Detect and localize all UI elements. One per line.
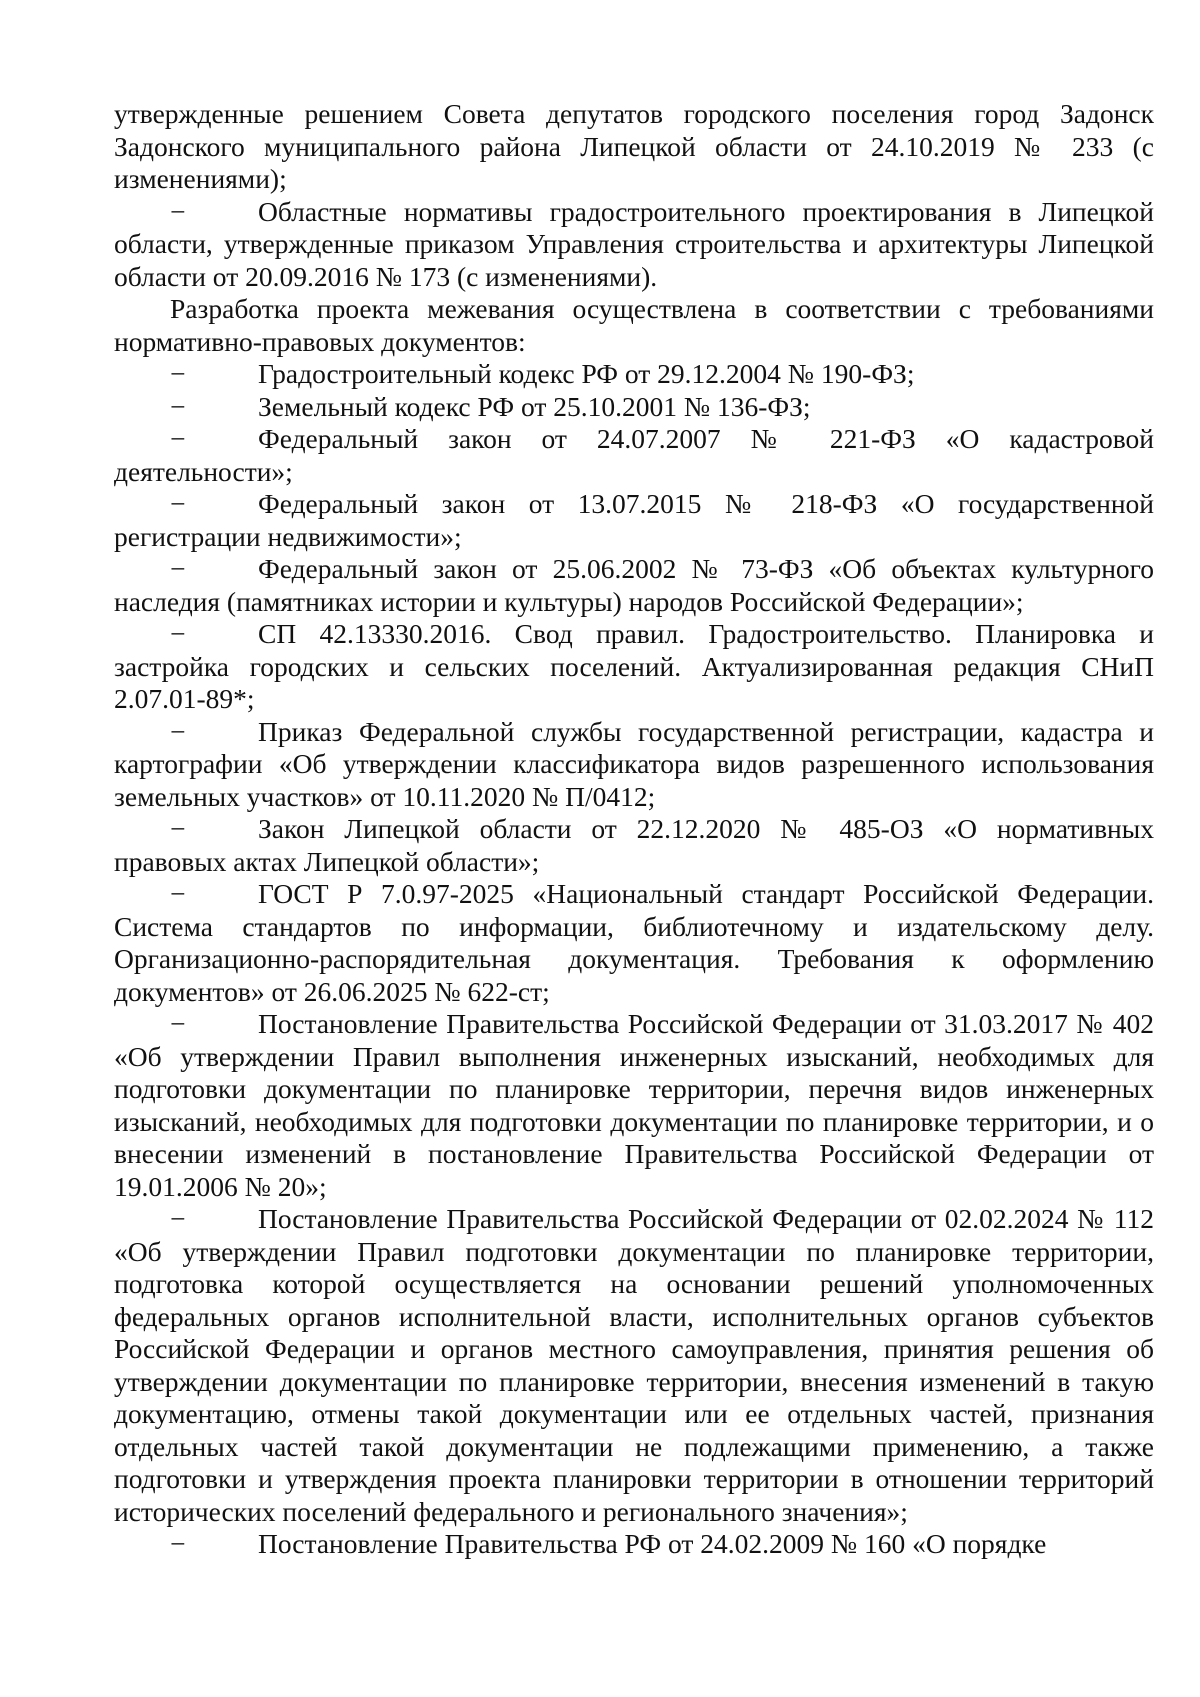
- list-item-text: Приказ Федеральной службы государственной регистрации, кадастра и картографии «Об утверждении классификатора видов разрешенного использования земельных участков» от 10.11.2020 № П/0412;: [114, 715, 1154, 812]
- list-item-text: Земельный кодекс РФ от 25.10.2001 № 136-ФЗ;: [258, 390, 811, 422]
- list-item: [114, 716, 1154, 814]
- dash-bullet: −: [170, 553, 186, 584]
- list-item-text: Постановление Правительства Российской Федерации от 02.02.2024 № 112 «Об утверждении Правил подготовки документации по планировке территории, подготовка которой осуществляется на основании решений уполномоченных федеральных органов исполнительной власти, исполнительных органов субъектов Российской Федерации и органов местного самоуправления, принятия решения об утверждении документации по планировке территории, внесения изменений в такую документацию, отмены такой документации или ее отдельных частей, признания отдельных частей такой документации не подлежащими применению, а также подготовки и утверждения проекта планировки территории в отношении территорий исторических поселений федерального и регионального значения»;: [114, 1203, 1154, 1527]
- list-item: [114, 391, 1154, 424]
- dash-bullet: −: [170, 1528, 186, 1559]
- list-item-text: Федеральный закон от 13.07.2015 № 218-ФЗ «О государственной регистрации недвижимости»;: [114, 488, 1154, 552]
- list-item-text: Федеральный закон от 25.06.2002 № 73-ФЗ «Об объектах культурного наследия (памятниках истории и культуры) народов Российской Федерации»;: [114, 553, 1154, 617]
- list-item: [114, 196, 1154, 294]
- list-item-text: Постановление Правительства Российской Федерации от 31.03.2017 № 402 «Об утверждении Правил выполнения инженерных изысканий, необходимых для подготовки документации по планировке территории, перечня видов инженерных изысканий, необходимых для подготовки документации по планировке территории, и о внесении изменений в постановление Правительства Российской Федерации от 19.01.2006 № 20»;: [114, 1008, 1154, 1202]
- list-item: [114, 618, 1154, 716]
- list-item: [114, 423, 1154, 488]
- paragraph-text: утвержденные решением Совета депутатов городского поселения город Задонск Задонского муниципального района Липецкой области от 24.10.2019 № 233 (с изменениями);: [114, 98, 1154, 194]
- dash-bullet: −: [170, 423, 186, 454]
- list-item: [114, 813, 1154, 878]
- list-item: [114, 1008, 1154, 1203]
- list-item-text: Градостроительный кодекс РФ от 29.12.2004 № 190-ФЗ;: [258, 358, 915, 389]
- paragraph-intro: [114, 293, 1154, 358]
- dash-bullet: −: [170, 1008, 186, 1039]
- list-item: [114, 1203, 1154, 1528]
- list-item: [114, 878, 1154, 1008]
- dash-bullet: −: [170, 390, 186, 422]
- dash-bullet: −: [170, 195, 186, 227]
- list-item: [114, 358, 1154, 391]
- list-item-text: Областные нормативы градостроительного проектирования в Липецкой области, утвержденные приказом Управления строительства и архитектуры Липецкой области от 20.09.2016 № 173 (с изменениями).: [114, 195, 1154, 292]
- dash-bullet: −: [170, 488, 186, 519]
- list-item-text: Закон Липецкой области от 22.12.2020 № 485-ОЗ «О нормативных правовых актах Липецкой области»;: [114, 813, 1154, 877]
- list-item-text: СП 42.13330.2016. Свод правил. Градостроительство. Планировка и застройка городских и сельских поселений. Актуализированная редакция СНиП 2.07.01-89*;: [114, 618, 1154, 714]
- dash-bullet: −: [170, 618, 186, 649]
- list-item-text: Федеральный закон от 24.07.2007 № 221-ФЗ «О кадастровой деятельности»;: [114, 423, 1154, 487]
- dash-bullet: −: [170, 878, 186, 909]
- dash-bullet: −: [170, 715, 186, 747]
- dash-bullet: −: [170, 1203, 186, 1234]
- dash-bullet: −: [170, 358, 186, 389]
- document-page: [114, 98, 1154, 1561]
- list-item: [114, 488, 1154, 553]
- list-item-text: Постановление Правительства РФ от 24.02.2009 № 160 «О порядке: [258, 1528, 1047, 1559]
- list-item: [114, 553, 1154, 618]
- paragraph-text: Разработка проекта межевания осуществлена в соответствии с требованиями нормативно-правовых документов:: [114, 293, 1154, 357]
- paragraph-continuation: [114, 98, 1154, 196]
- list-item: [114, 1528, 1154, 1561]
- dash-bullet: −: [170, 813, 186, 844]
- list-item-text: ГОСТ Р 7.0.97-2025 «Национальный стандарт Российской Федерации. Система стандартов по информации, библиотечному и издательскому делу. Организационно-распорядительная документация. Требования к оформлению документов» от 26.06.2025 № 622-ст;: [114, 878, 1154, 1007]
